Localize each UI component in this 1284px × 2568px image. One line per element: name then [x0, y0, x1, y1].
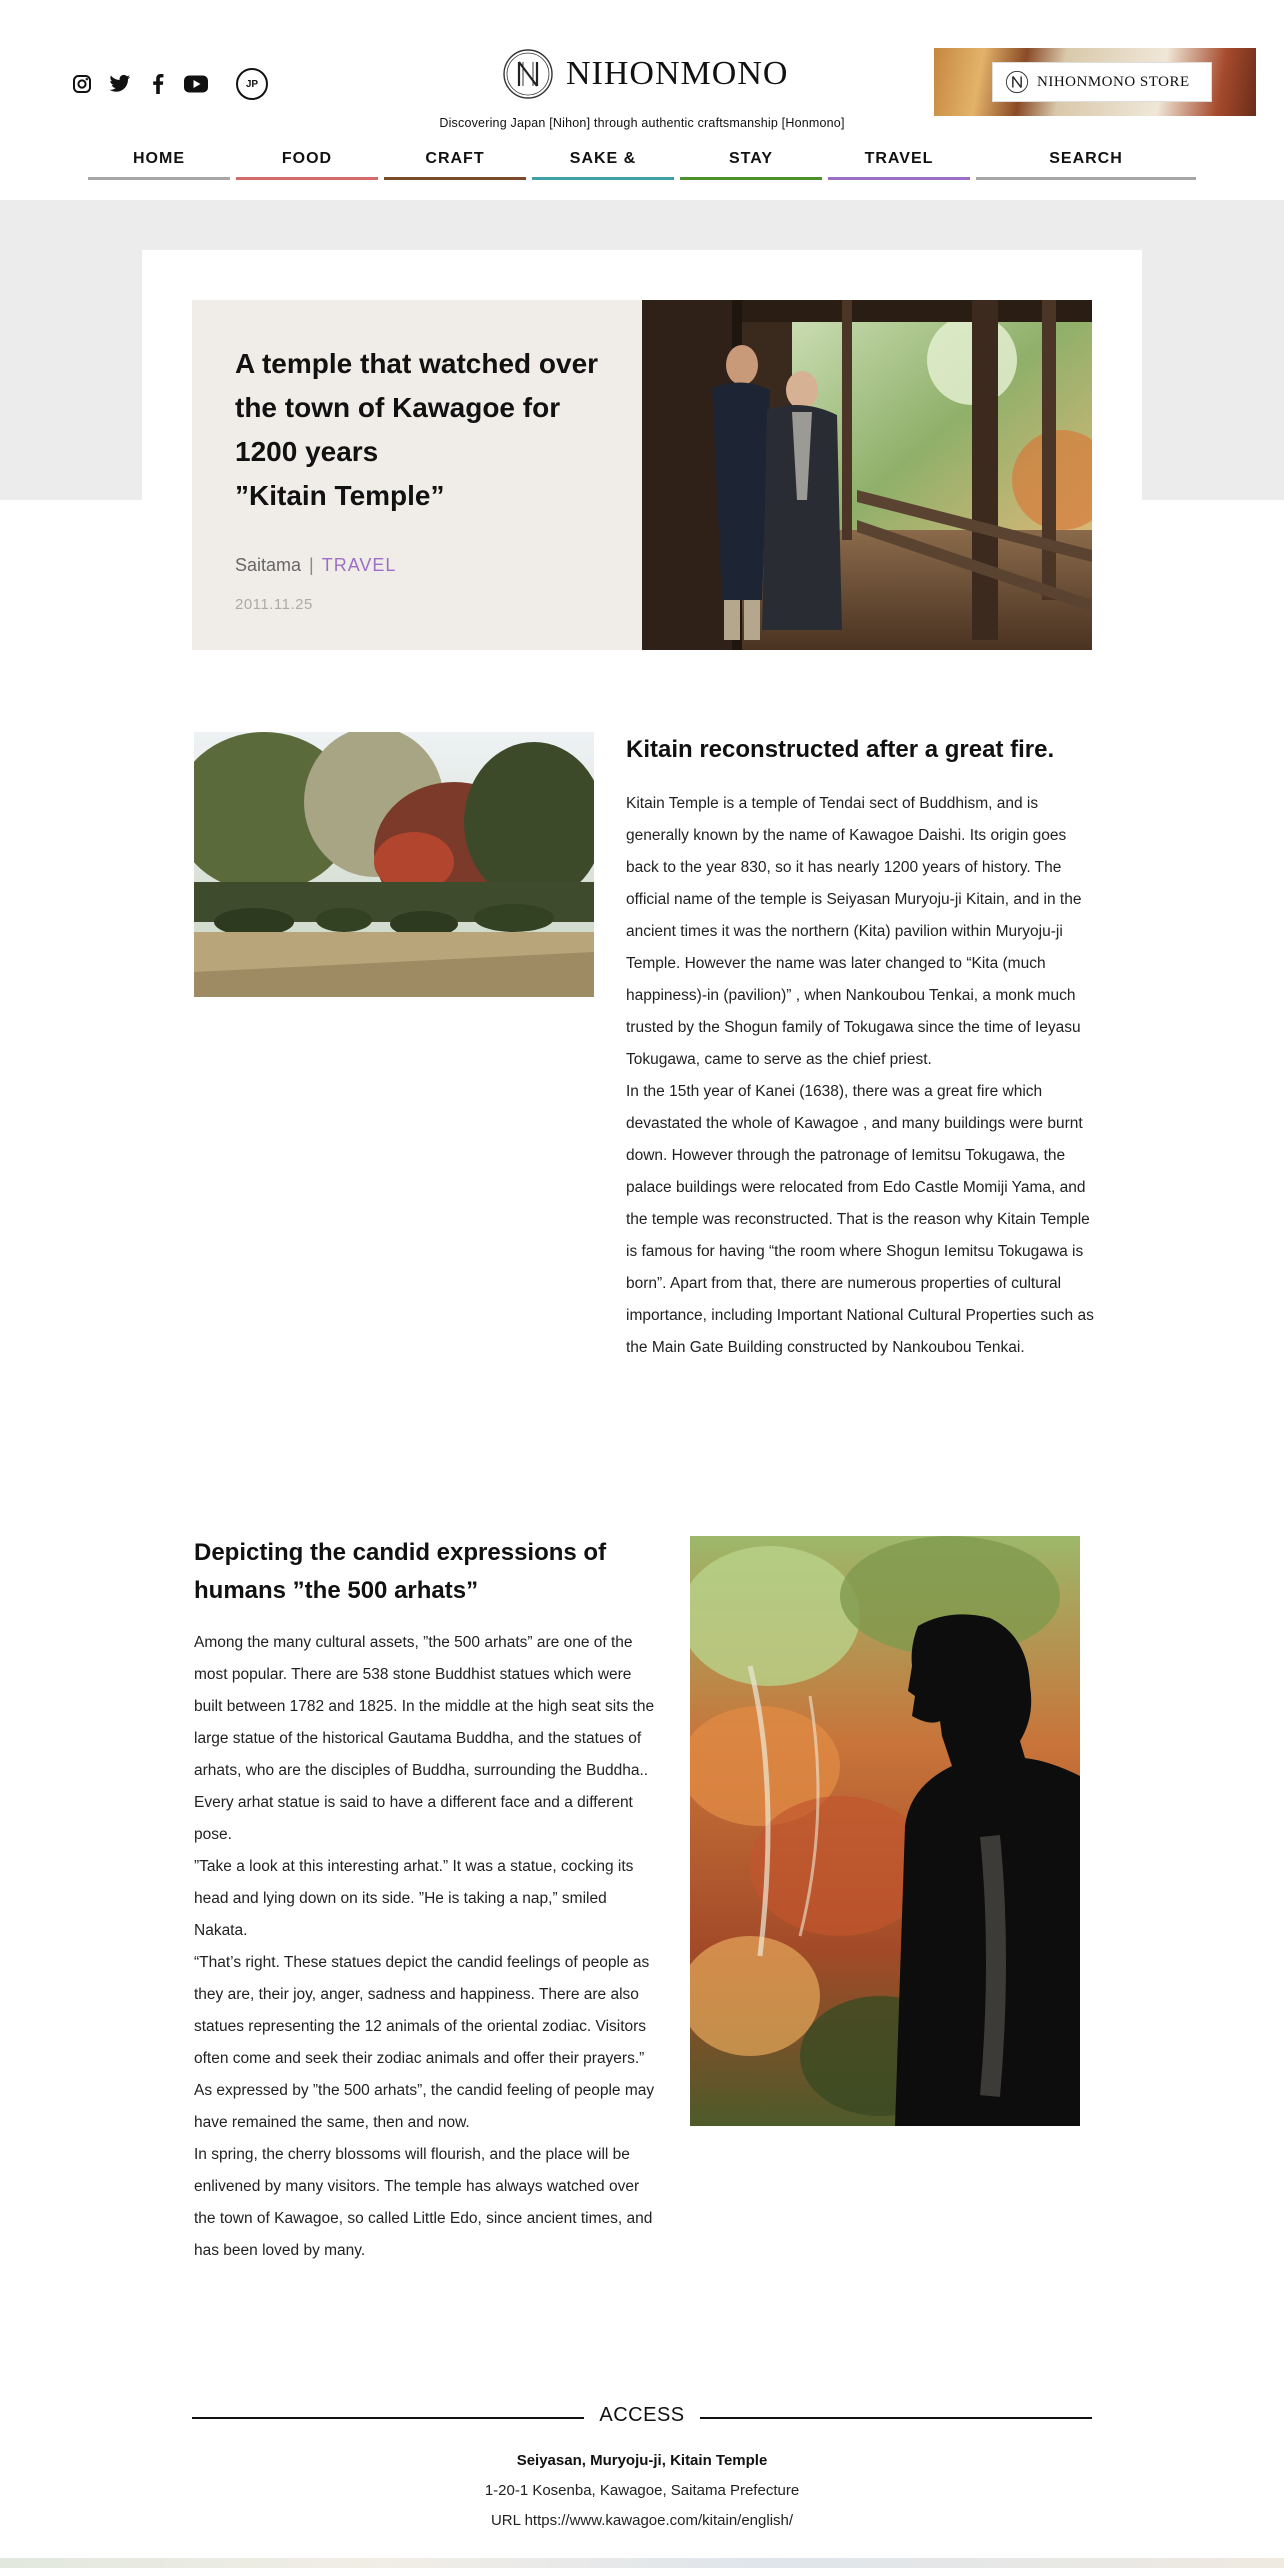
language-toggle-button[interactable]: JP: [236, 68, 268, 100]
bottom-image-strip: [0, 2558, 1284, 2568]
nav-sake[interactable]: [532, 148, 674, 180]
nav-travel-label: TRAVEL: [864, 150, 934, 167]
nav-stay-label: STAY: [728, 150, 773, 167]
nav-food-underline: [236, 177, 378, 180]
article-title-line: 1200 years: [235, 436, 379, 467]
twitter-icon[interactable]: [108, 72, 132, 96]
meta-separator: |: [309, 555, 314, 575]
nav-craft-underline: [384, 177, 526, 180]
section1-heading: Kitain reconstructed after a great fire.: [626, 736, 1055, 763]
access-url[interactable]: URL https://www.kawagoe.com/kitain/english/: [490, 2512, 794, 2529]
access-label: ACCESS: [599, 2404, 685, 2426]
access-place-name: Seiyasan, Muryoju-ji, Kitain Temple: [516, 2452, 768, 2469]
store-banner[interactable]: [934, 48, 1256, 116]
article-date: 2011.11.25: [235, 596, 313, 613]
section2-heading-line: humans ”the 500 arhats”: [194, 1577, 479, 1604]
main-nav: [88, 148, 1196, 180]
nav-home-label: HOME: [133, 150, 185, 167]
access-address: 1-20-1 Kosenba, Kawagoe, Saitama Prefecture: [484, 2482, 800, 2499]
hero-photo-monk-and-man: [642, 300, 1092, 650]
store-banner-label: [992, 62, 1212, 102]
garden-photo: [194, 732, 594, 997]
silhouette-photo: [690, 1536, 1080, 2126]
site-logo[interactable]: [502, 46, 788, 102]
nav-sake-label: SAKE &: [569, 150, 637, 167]
article-meta: [235, 555, 396, 576]
paragraph: As expressed by ”the 500 arhats”, the candid feeling of people may have remained the same, then and now.: [194, 2082, 655, 2131]
instagram-icon[interactable]: [70, 72, 94, 96]
nav-craft[interactable]: [384, 148, 526, 180]
paragraph: Kitain Temple is a temple of Tendai sect of Buddhism, and is generally known by the name of Kawagoe Daishi. Its origin goes back to the year 830, so it has nearly 1200 years of history. The official name of the temple is Seiyasan Muryoju-ji Kitain, and in the ancient times it was the northern (Kita) pavilion within Muryoju-ji Temple. However the name was later changed to “Kita (much happiness)-in (pavilion)” , when Nankoubou Tenkai, a monk much trusted by the Shogun family of Tokugawa since the time of Ieyasu Tokugawa, came to serve as the chief priest.: [626, 795, 1082, 1068]
nav-search-underline: [976, 177, 1196, 180]
paragraph: Among the many cultural assets, ”the 500 arhats” are one of the most popular. There are 538 stone Buddhist statues which were built between 1782 and 1825. In the middle at the high seat sits the large statue of the historical Gautama Buddha, and the statues of arhats, who are the disciples of Buddha, surrounding the Buddha.. Every arhat statue is said to have a different face and a different pose.: [194, 1634, 655, 1843]
nav-search-label: SEARCH: [1049, 150, 1123, 167]
access-header: [192, 2402, 1092, 2432]
paragraph: In spring, the cherry blossoms will flourish, and the place will be enlivened by many visitors. The temple has always watched over the town of Kawagoe, so called Little Edo, since ancient times, and has been loved by many.: [194, 2146, 653, 2259]
paragraph: “That’s right. These statues depict the candid feelings of people as they are, their joy, anger, sadness and happiness. There are also statues representing the 12 animals of the oriental zodiac. Visitors often come and seek their zodiac animals and offer their prayers.”: [194, 1954, 650, 2067]
section1-body: [626, 788, 1094, 1364]
logo-text: NIHONMONO: [566, 55, 789, 92]
nav-home[interactable]: [88, 148, 230, 180]
nav-travel[interactable]: [828, 148, 970, 180]
article-title-line: ”Kitain Temple”: [235, 480, 445, 511]
nav-stay-underline: [680, 177, 822, 180]
paragraph: ”Take a look at this interesting arhat.” It was a statue, cocking its head and lying down on its side. ”He is taking a nap,” smiled Nakata.: [194, 1858, 634, 1939]
section2-body: [194, 1627, 664, 2267]
article-title-line: the town of Kawagoe for: [235, 392, 561, 423]
nav-travel-underline: [828, 177, 970, 180]
article-location[interactable]: Saitama: [235, 555, 302, 575]
store-banner-text: NIHONMONO STORE: [1037, 73, 1190, 90]
youtube-icon[interactable]: [184, 72, 208, 96]
nav-food-label: FOOD: [281, 150, 333, 167]
facebook-icon[interactable]: [146, 72, 170, 96]
site-tagline: Discovering Japan [Nihon] through authentic craftsmanship [Honmono]: [439, 116, 845, 130]
nav-stay[interactable]: [680, 148, 822, 180]
section2-heading: [194, 1534, 664, 1610]
nav-craft-label: CRAFT: [425, 150, 485, 167]
paragraph: In the 15th year of Kanei (1638), there was a great fire which devastated the whole of Kawagoe , and many buildings were burnt down. However through the patronage of Iemitsu Tokugawa, the palace buildings were relocated from Edo Castle Momiji Yama, and the temple was reconstructed. That is the reason why Kitain Temple is famous for having “the room where Shogun Iemitsu Tokugawa is born”. Apart from that, there are numerous properties of cultural importance, including Important National Cultural Properties such as the Main Gate Building constructed by Nankoubou Tenkai.: [626, 1083, 1094, 1356]
article-category[interactable]: TRAVEL: [321, 555, 397, 575]
nav-sake-underline: [532, 177, 674, 180]
logo-mark-icon: [502, 48, 554, 100]
social-links: [70, 68, 268, 100]
nav-home-underline: [88, 177, 230, 180]
nav-food[interactable]: [236, 148, 378, 180]
section2-heading-line: Depicting the candid expressions of: [194, 1539, 607, 1566]
article-title: [235, 342, 635, 518]
nav-search[interactable]: [976, 148, 1196, 180]
store-logo-icon: [1005, 70, 1029, 94]
site-header: [0, 0, 1284, 200]
article-title-line: A temple that watched over: [235, 348, 599, 379]
